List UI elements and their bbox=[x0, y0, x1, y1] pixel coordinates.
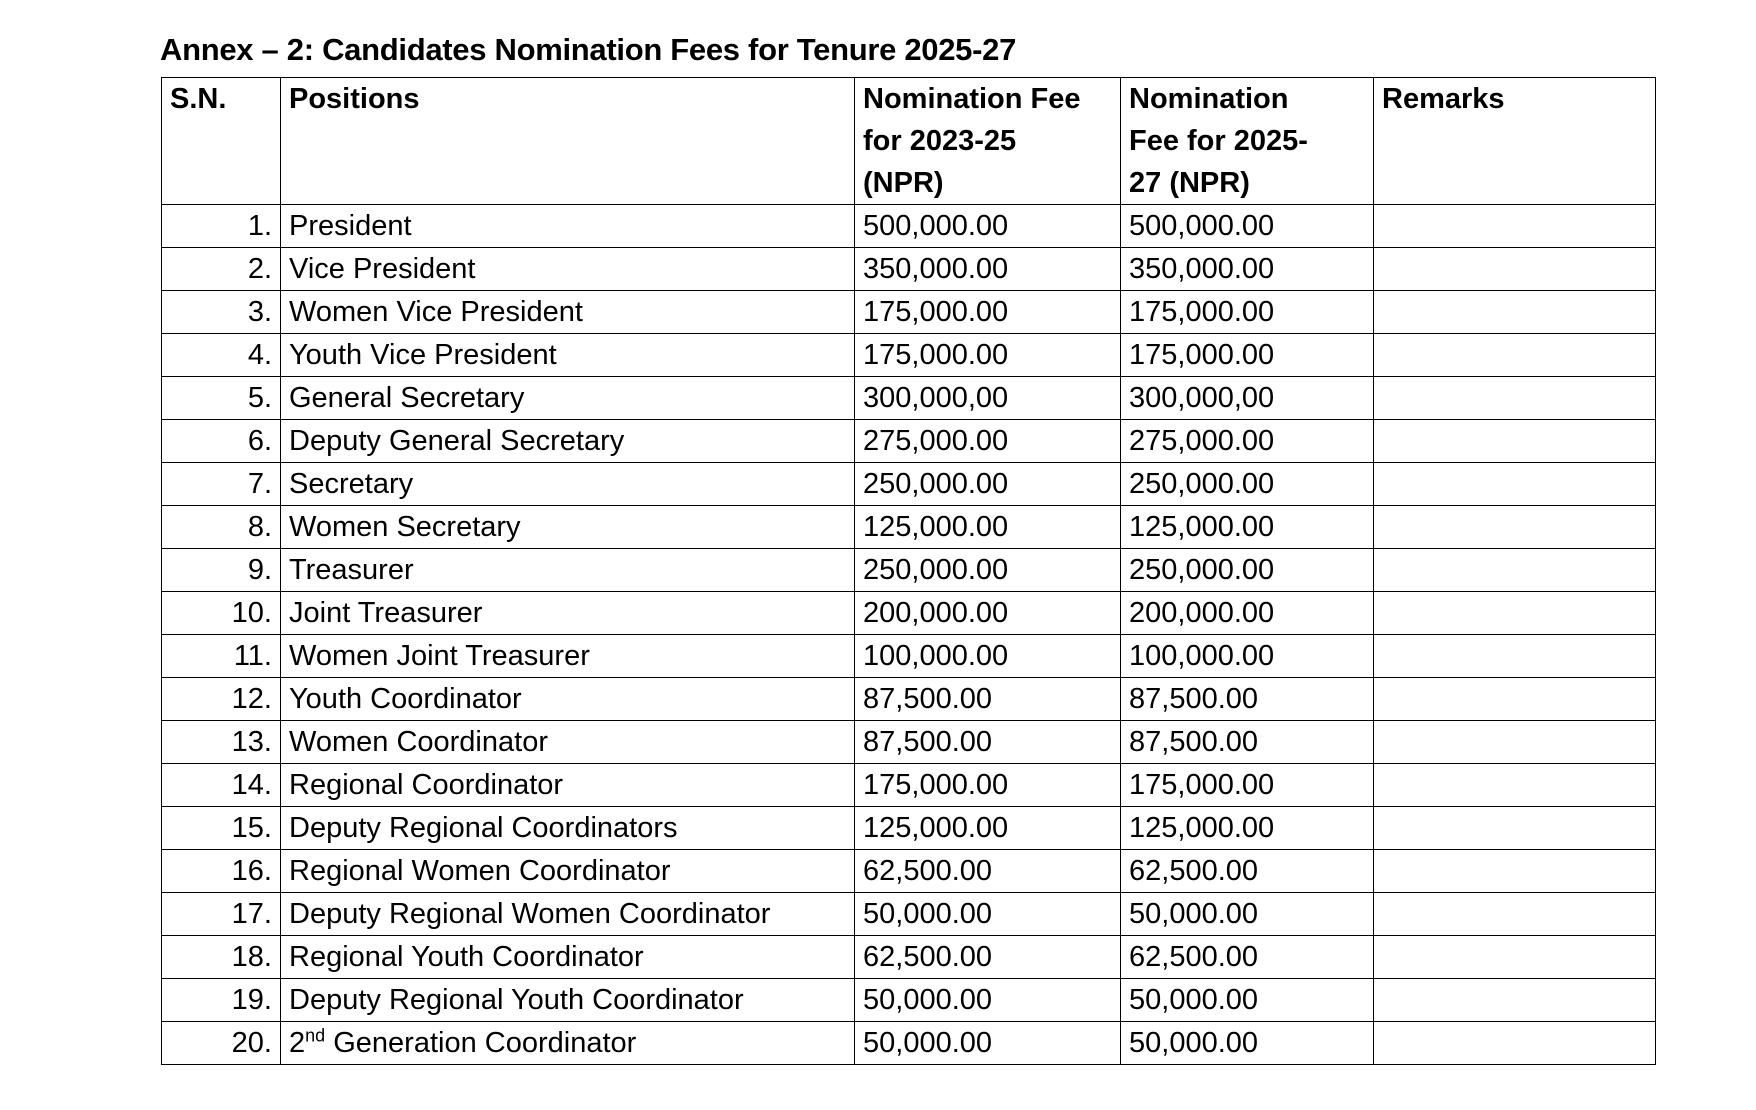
row-remarks bbox=[1374, 678, 1656, 721]
table-row bbox=[162, 549, 1656, 592]
header-fee-2025-27-line-3: 27 (NPR) bbox=[1129, 167, 1250, 199]
table-row bbox=[162, 377, 1656, 420]
row-sn: 7. bbox=[162, 463, 281, 506]
row-position: Women Vice President bbox=[281, 291, 855, 334]
row-sn: 16. bbox=[162, 850, 281, 893]
table-row bbox=[162, 979, 1656, 1022]
row-sn: 17. bbox=[162, 893, 281, 936]
header-fee-2025-27 bbox=[1121, 78, 1374, 205]
row-sn: 1. bbox=[162, 205, 281, 248]
header-fee-2023-25-line-1: Nomination Fee bbox=[863, 83, 1081, 115]
row-sn: 11. bbox=[162, 635, 281, 678]
row-fee-2023-25: 200,000.00 bbox=[855, 592, 1121, 635]
row-remarks bbox=[1374, 377, 1656, 420]
row-sn: 12. bbox=[162, 678, 281, 721]
row-remarks bbox=[1374, 463, 1656, 506]
header-remarks: Remarks bbox=[1374, 78, 1656, 205]
row-fee-2025-27: 62,500.00 bbox=[1121, 850, 1374, 893]
row-fee-2025-27: 87,500.00 bbox=[1121, 721, 1374, 764]
table-header-row bbox=[162, 78, 1656, 205]
row-position: Deputy Regional Coordinators bbox=[281, 807, 855, 850]
row-position: Regional Youth Coordinator bbox=[281, 936, 855, 979]
row-fee-2023-25: 100,000.00 bbox=[855, 635, 1121, 678]
row-position: Deputy General Secretary bbox=[281, 420, 855, 463]
row-remarks bbox=[1374, 592, 1656, 635]
row-fee-2025-27: 200,000.00 bbox=[1121, 592, 1374, 635]
table-row bbox=[162, 334, 1656, 377]
table-row bbox=[162, 721, 1656, 764]
header-fee-2025-27-line-2: Fee for 2025- bbox=[1129, 125, 1308, 157]
row-remarks bbox=[1374, 291, 1656, 334]
row-position: General Secretary bbox=[281, 377, 855, 420]
row-fee-2023-25: 500,000.00 bbox=[855, 205, 1121, 248]
row-fee-2025-27: 125,000.00 bbox=[1121, 807, 1374, 850]
table-row bbox=[162, 936, 1656, 979]
row-remarks bbox=[1374, 979, 1656, 1022]
row-fee-2025-27: 62,500.00 bbox=[1121, 936, 1374, 979]
table-row bbox=[162, 291, 1656, 334]
row-fee-2023-25: 350,000.00 bbox=[855, 248, 1121, 291]
row-fee-2023-25: 175,000.00 bbox=[855, 334, 1121, 377]
row-position-ordinal-number: 2 bbox=[289, 1027, 306, 1059]
row-fee-2023-25: 300,000,00 bbox=[855, 377, 1121, 420]
row-fee-2025-27: 250,000.00 bbox=[1121, 549, 1374, 592]
row-fee-2025-27: 500,000.00 bbox=[1121, 205, 1374, 248]
row-position: Regional Coordinator bbox=[281, 764, 855, 807]
row-sn: 9. bbox=[162, 549, 281, 592]
row-sn: 19. bbox=[162, 979, 281, 1022]
row-sn: 8. bbox=[162, 506, 281, 549]
row-fee-2025-27: 175,000.00 bbox=[1121, 291, 1374, 334]
row-position: Deputy Regional Youth Coordinator bbox=[281, 979, 855, 1022]
row-position: Treasurer bbox=[281, 549, 855, 592]
row-position: Youth Coordinator bbox=[281, 678, 855, 721]
table-row bbox=[162, 850, 1656, 893]
row-fee-2025-27: 125,000.00 bbox=[1121, 506, 1374, 549]
table-row bbox=[162, 463, 1656, 506]
row-fee-2023-25: 250,000.00 bbox=[855, 549, 1121, 592]
row-fee-2023-25: 62,500.00 bbox=[855, 936, 1121, 979]
row-fee-2023-25: 50,000.00 bbox=[855, 1022, 1121, 1065]
table-body bbox=[162, 205, 1656, 1065]
row-remarks bbox=[1374, 549, 1656, 592]
row-remarks bbox=[1374, 721, 1656, 764]
row-fee-2023-25: 87,500.00 bbox=[855, 721, 1121, 764]
row-remarks bbox=[1374, 334, 1656, 377]
header-fee-2023-25-line-2: for 2023-25 bbox=[863, 125, 1017, 157]
row-position bbox=[281, 1022, 855, 1065]
row-position: Regional Women Coordinator bbox=[281, 850, 855, 893]
header-sn: S.N. bbox=[162, 78, 281, 205]
row-fee-2023-25: 125,000.00 bbox=[855, 807, 1121, 850]
row-remarks bbox=[1374, 893, 1656, 936]
table-row bbox=[162, 764, 1656, 807]
row-sn: 2. bbox=[162, 248, 281, 291]
row-remarks bbox=[1374, 248, 1656, 291]
row-remarks bbox=[1374, 936, 1656, 979]
row-remarks bbox=[1374, 205, 1656, 248]
table-row bbox=[162, 1022, 1656, 1065]
table-row bbox=[162, 592, 1656, 635]
row-fee-2025-27: 175,000.00 bbox=[1121, 334, 1374, 377]
header-positions: Positions bbox=[281, 78, 855, 205]
row-fee-2023-25: 50,000.00 bbox=[855, 979, 1121, 1022]
nomination-fees-table bbox=[161, 77, 1656, 1065]
row-position: Joint Treasurer bbox=[281, 592, 855, 635]
row-fee-2023-25: 125,000.00 bbox=[855, 506, 1121, 549]
row-sn: 18. bbox=[162, 936, 281, 979]
row-fee-2025-27: 100,000.00 bbox=[1121, 635, 1374, 678]
row-sn: 3. bbox=[162, 291, 281, 334]
row-fee-2025-27: 250,000.00 bbox=[1121, 463, 1374, 506]
row-fee-2025-27: 50,000.00 bbox=[1121, 979, 1374, 1022]
row-remarks bbox=[1374, 420, 1656, 463]
table-row bbox=[162, 248, 1656, 291]
row-sn: 5. bbox=[162, 377, 281, 420]
table-row bbox=[162, 678, 1656, 721]
row-fee-2023-25: 175,000.00 bbox=[855, 291, 1121, 334]
header-fee-2025-27-line-1: Nomination bbox=[1129, 83, 1289, 115]
table-row bbox=[162, 420, 1656, 463]
row-fee-2023-25: 87,500.00 bbox=[855, 678, 1121, 721]
row-position: President bbox=[281, 205, 855, 248]
row-position: Secretary bbox=[281, 463, 855, 506]
row-sn: 20. bbox=[162, 1022, 281, 1065]
row-position: Deputy Regional Women Coordinator bbox=[281, 893, 855, 936]
row-remarks bbox=[1374, 1022, 1656, 1065]
row-position-text: Generation Coordinator bbox=[325, 1027, 637, 1059]
row-fee-2023-25: 62,500.00 bbox=[855, 850, 1121, 893]
row-remarks bbox=[1374, 635, 1656, 678]
document-title: Annex – 2: Candidates Nomination Fees for Tenure 2025-27 bbox=[160, 32, 1017, 67]
row-position: Vice President bbox=[281, 248, 855, 291]
row-remarks bbox=[1374, 764, 1656, 807]
row-sn: 15. bbox=[162, 807, 281, 850]
row-position: Women Coordinator bbox=[281, 721, 855, 764]
row-position-ordinal-suffix: nd bbox=[305, 1025, 326, 1046]
row-fee-2025-27: 350,000.00 bbox=[1121, 248, 1374, 291]
row-fee-2023-25: 175,000.00 bbox=[855, 764, 1121, 807]
header-fee-2023-25-line-3: (NPR) bbox=[863, 167, 944, 199]
row-position: Women Joint Treasurer bbox=[281, 635, 855, 678]
row-sn: 6. bbox=[162, 420, 281, 463]
row-fee-2025-27: 87,500.00 bbox=[1121, 678, 1374, 721]
table-row bbox=[162, 893, 1656, 936]
table-row bbox=[162, 506, 1656, 549]
row-fee-2025-27: 175,000.00 bbox=[1121, 764, 1374, 807]
row-fee-2023-25: 250,000.00 bbox=[855, 463, 1121, 506]
row-fee-2025-27: 50,000.00 bbox=[1121, 893, 1374, 936]
header-fee-2023-25 bbox=[855, 78, 1121, 205]
table-row bbox=[162, 807, 1656, 850]
row-fee-2025-27: 300,000,00 bbox=[1121, 377, 1374, 420]
row-fee-2025-27: 275,000.00 bbox=[1121, 420, 1374, 463]
row-remarks bbox=[1374, 807, 1656, 850]
table-row bbox=[162, 205, 1656, 248]
row-position: Youth Vice President bbox=[281, 334, 855, 377]
row-sn: 13. bbox=[162, 721, 281, 764]
row-sn: 14. bbox=[162, 764, 281, 807]
row-sn: 10. bbox=[162, 592, 281, 635]
table-row bbox=[162, 635, 1656, 678]
row-remarks bbox=[1374, 506, 1656, 549]
row-sn: 4. bbox=[162, 334, 281, 377]
row-fee-2023-25: 275,000.00 bbox=[855, 420, 1121, 463]
row-remarks bbox=[1374, 850, 1656, 893]
row-fee-2023-25: 50,000.00 bbox=[855, 893, 1121, 936]
row-fee-2025-27: 50,000.00 bbox=[1121, 1022, 1374, 1065]
row-position: Women Secretary bbox=[281, 506, 855, 549]
